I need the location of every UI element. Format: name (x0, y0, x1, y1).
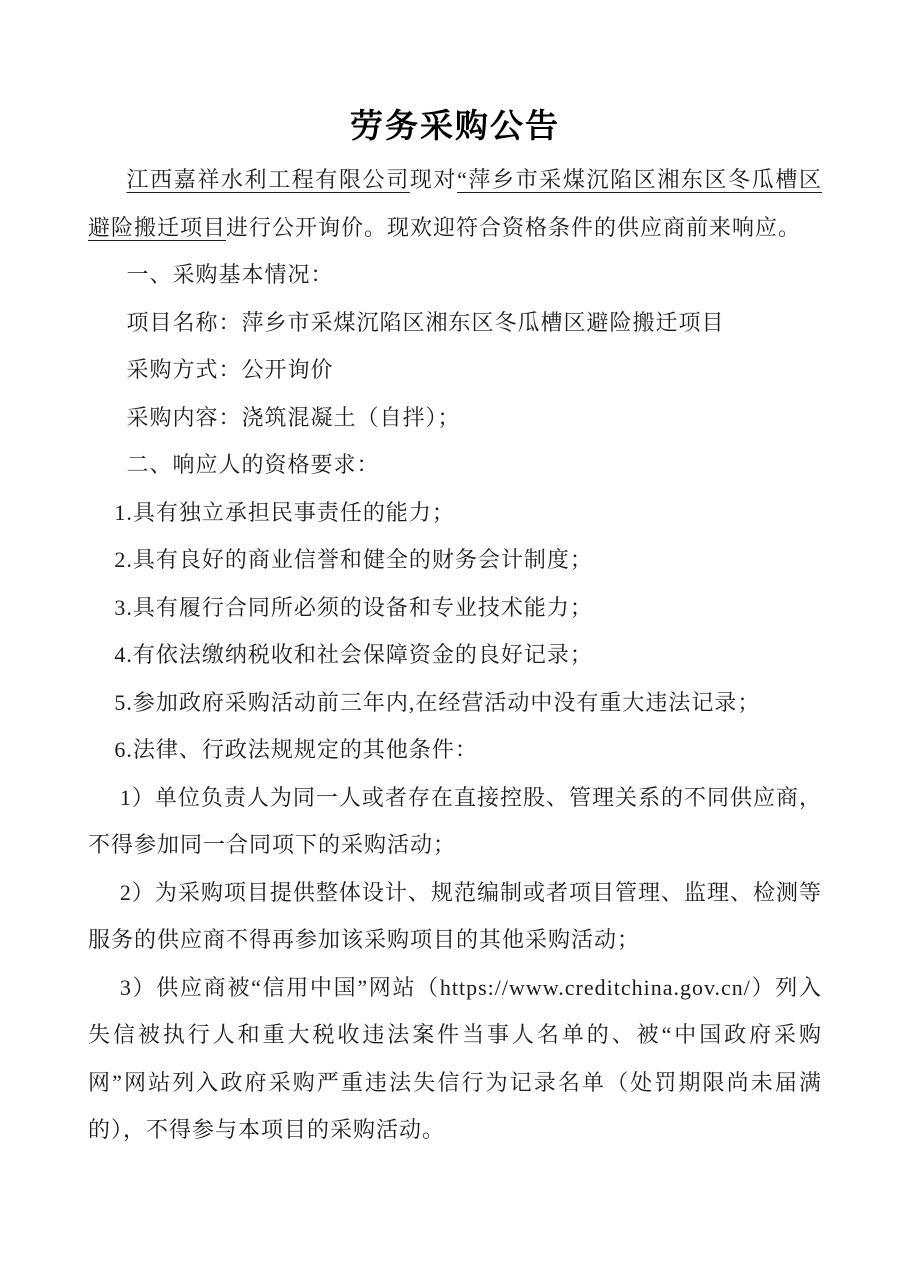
project-name-underlined: “萍乡市采煤沉陷区湘东区冬瓜槽区避险搬迁项目 (88, 167, 822, 240)
other-condition-1: 1）单位负责人为同一人或者存在直接控股、管理关系的不同供应商，不得参加同一合同项下的采购活动； (88, 784, 822, 857)
section-qualifications-heading: 二、响应人的资格要求： (126, 452, 380, 477)
other-condition-2: 2）为采购项目提供整体设计、规范编制或者项目管理、监理、检测等服务的供应商不得再参加该采购项目的其他采购活动； (88, 879, 822, 952)
page-title: 劳务采购公告 (350, 107, 560, 144)
qualification-item-1: 1.具有独立承担民事责任的能力； (114, 499, 455, 525)
field-purchase-content: 采购内容：浇筑混凝土（自拌）； (126, 404, 461, 430)
intro-paragraph (88, 156, 822, 251)
other-condition-3: 3）供应商被“信用中国”网站（https://www.creditchina.gov.cn/）列入失信被执行人和重大税收违法案件当事人名单的、被“中国政府采购网”网站列入政府采购严重违法失信行为记录名单（处罚期限尚未届满的），不得参与本项目的采购活动。 (88, 974, 822, 1142)
intro-rest: 进行公开询价。现欢迎符合资格条件的供应商前来响应。 (226, 214, 802, 240)
company-name: 江西嘉祥水利工程有限公司 (126, 167, 410, 192)
qualification-item-2: 2.具有良好的商业信誉和健全的财务会计制度； (114, 547, 593, 572)
qualification-item-5: 5.参加政府采购活动前三年内,在经营活动中没有重大违法记录； (114, 689, 761, 715)
field-purchase-method: 采购方式：公开询价 (126, 357, 334, 382)
qualification-item-6: 6.法律、行政法规规定的其他条件： (114, 737, 478, 762)
qualification-item-3: 3.具有履行合同所必须的设备和专业技术能力； (114, 594, 593, 620)
qualification-item-4: 4.有依法缴纳税收和社会保障资金的良好记录； (114, 642, 593, 667)
intro-connector: 现对 (409, 167, 458, 192)
section-basic-info-heading: 一、采购基本情况： (126, 262, 334, 287)
field-project-name: 项目名称：萍乡市采煤沉陷区湘东区冬瓜槽区避险搬迁项目 (126, 309, 725, 335)
